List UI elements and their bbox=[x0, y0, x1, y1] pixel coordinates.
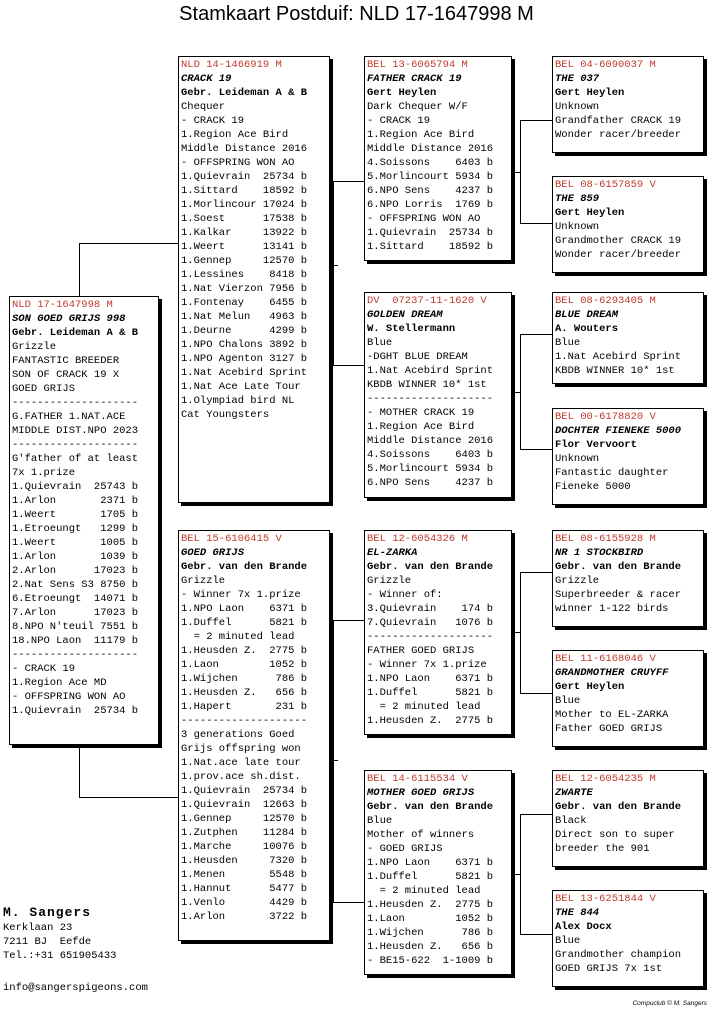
card-detail-line: 1.Weert 13141 b bbox=[181, 241, 308, 253]
ring-number: BEL 14-6115534 V bbox=[367, 773, 468, 785]
ring-number: BEL 13-6065794 M bbox=[367, 59, 468, 71]
card-detail-line: 3 generations Goed bbox=[181, 729, 295, 741]
page-title: Stamkaart Postduif: NLD 17-1647998 M bbox=[179, 3, 534, 25]
card-detail-line: 1.Heusden Z. 2775 b bbox=[181, 645, 308, 657]
pigeon-name: FATHER CRACK 19 bbox=[367, 73, 462, 85]
owner-name: Gert Heylen bbox=[555, 87, 625, 99]
card-detail-line: 1.Nat Ace Late Tour bbox=[181, 381, 301, 393]
pedigree-card-ggp-6[interactable] bbox=[552, 650, 704, 747]
card-detail-line: KBDB WINNER 10* 1st bbox=[367, 379, 487, 391]
card-detail-line: -------------------- bbox=[367, 631, 494, 643]
ring-number: BEL 00-6178820 V bbox=[555, 411, 656, 423]
card-detail-line: 7.Arlon 17023 b bbox=[12, 607, 139, 619]
connector-line bbox=[520, 572, 552, 573]
card-detail-line: 1.Heusden Z. 2775 b bbox=[367, 715, 494, 727]
pedigree-card-dam-sire[interactable] bbox=[364, 530, 512, 735]
connector-line bbox=[79, 746, 80, 797]
card-detail-line: 1.Sittard 18592 b bbox=[367, 241, 494, 253]
card-detail-line: -------------------- bbox=[12, 397, 139, 409]
card-detail-line: - MOTHER CRACK 19 bbox=[367, 407, 475, 419]
owner-name: Gebr. van den Brande bbox=[555, 801, 682, 813]
connector-line bbox=[520, 334, 552, 335]
card-detail-line: Grizzle bbox=[181, 575, 226, 587]
connector-line bbox=[79, 797, 178, 798]
card-detail-line: 1.Region Ace Bird bbox=[367, 129, 475, 141]
card-detail-line: - Winner 7x 1.prize bbox=[367, 659, 487, 671]
card-detail-line: FANTASTIC BREEDER bbox=[12, 355, 120, 367]
card-detail-line: 1.Region Ace MD bbox=[12, 677, 107, 689]
owner-name: W. Stellermann bbox=[367, 323, 456, 335]
card-detail-line: 1.NPO Laon 6371 b bbox=[367, 857, 494, 869]
card-detail-line: Grijs offspring won bbox=[181, 743, 301, 755]
card-detail-line: - BE15-622 1-1009 b bbox=[367, 955, 494, 967]
owner-name: Gebr. Leideman A & B bbox=[181, 87, 308, 99]
pedigree-card-sire-sire[interactable] bbox=[364, 56, 512, 261]
card-detail-line: winner 1-122 birds bbox=[555, 603, 669, 615]
card-detail-line: 1.Region Ace Bird bbox=[367, 421, 475, 433]
ring-number: BEL 11-6168046 V bbox=[555, 653, 656, 665]
card-detail-line: 6.Etroeungt 14071 b bbox=[12, 593, 139, 605]
card-detail-line: 1.Arlon 1039 b bbox=[12, 551, 139, 563]
breeder-address-line: Tel.:+31 651905433 bbox=[3, 950, 117, 962]
pedigree-card-subject[interactable] bbox=[9, 296, 159, 745]
card-detail-line: 1.Wijchen 786 b bbox=[367, 927, 494, 939]
pigeon-name: NR 1 STOCKBIRD bbox=[555, 547, 644, 559]
card-detail-line: 6.NPO Sens 4237 b bbox=[367, 185, 494, 197]
card-detail-line: Grizzle bbox=[12, 341, 57, 353]
card-detail-line: Blue bbox=[367, 337, 393, 349]
card-detail-line: 1.Wijchen 786 b bbox=[181, 673, 308, 685]
owner-name: Gebr. Leideman A & B bbox=[12, 327, 139, 339]
card-detail-line: 1.Heusden Z. 656 b bbox=[367, 941, 494, 953]
card-detail-line: 1.Laon 1052 b bbox=[367, 913, 494, 925]
pedigree-card-dam[interactable] bbox=[178, 530, 330, 941]
card-detail-line: 1.Quievrain 25734 b bbox=[181, 171, 308, 183]
ring-number: NLD 14-1466919 M bbox=[181, 59, 282, 71]
card-detail-line: 1.Sittard 18592 b bbox=[181, 185, 308, 197]
card-detail-line: Middle Distance 2016 bbox=[181, 143, 308, 155]
card-detail-line: 1.Quievrain 25743 b bbox=[12, 481, 139, 493]
card-detail-line: 1.Nat Acebird Sprint bbox=[555, 351, 682, 363]
card-detail-line: 1.NPO Laon 6371 b bbox=[181, 603, 308, 615]
owner-name: A. Wouters bbox=[555, 323, 619, 335]
card-detail-line: - CRACK 19 bbox=[367, 115, 431, 127]
ring-number: BEL 08-6155928 M bbox=[555, 533, 656, 545]
card-detail-line: - GOED GRIJS bbox=[367, 843, 443, 855]
connector-line bbox=[520, 814, 552, 815]
card-detail-line: 1.Lessines 8418 b bbox=[181, 269, 308, 281]
card-detail-line: 1.Marche 10076 b bbox=[181, 841, 308, 853]
connector-line bbox=[333, 902, 364, 903]
card-detail-line: 1.Quievrain 25734 b bbox=[367, 227, 494, 239]
card-detail-line: G'father of at least bbox=[12, 453, 139, 465]
ring-number: NLD 17-1647998 M bbox=[12, 299, 113, 311]
connector-line bbox=[520, 223, 552, 224]
card-detail-line: 1.Quievrain 25734 b bbox=[12, 705, 139, 717]
owner-name: Gert Heylen bbox=[555, 681, 625, 693]
breeder-block bbox=[3, 904, 116, 963]
card-detail-line: 1.prov.ace sh.dist. bbox=[181, 771, 301, 783]
pigeon-name: BLUE DREAM bbox=[555, 309, 619, 321]
pigeon-name: GRANDMOTHER CRUYFF bbox=[555, 667, 669, 679]
card-detail-line: 1.Nat Vierzon 7956 b bbox=[181, 283, 308, 295]
card-detail-line: 1.Zutphen 11284 b bbox=[181, 827, 308, 839]
card-detail-line: - Winner of: bbox=[367, 589, 443, 601]
connector-line bbox=[515, 874, 520, 875]
card-detail-line: 1.Olympiad bird NL bbox=[181, 395, 295, 407]
card-detail-line: = 2 minuted lead bbox=[181, 631, 295, 643]
card-detail-line: SON OF CRACK 19 X bbox=[12, 369, 120, 381]
ring-number: BEL 08-6293405 M bbox=[555, 295, 656, 307]
card-detail-line: 1.NPO Laon 6371 b bbox=[367, 673, 494, 685]
card-detail-line: -------------------- bbox=[12, 439, 139, 451]
card-detail-line: Grizzle bbox=[367, 575, 412, 587]
card-detail-line: 6.NPO Sens 4237 b bbox=[367, 477, 494, 489]
breeder-address-line: 7211 BJ Eefde bbox=[3, 936, 92, 948]
pedigree-card-ggp-1[interactable] bbox=[552, 56, 704, 153]
card-detail-line: FATHER GOED GRIJS bbox=[367, 645, 475, 657]
connector-line bbox=[515, 632, 520, 633]
card-detail-line: 1.Heusden Z. 2775 b bbox=[367, 899, 494, 911]
card-detail-line: 18.NPO Laon 11179 b bbox=[12, 635, 139, 647]
pigeon-name: THE 037 bbox=[555, 73, 600, 85]
card-detail-line: 4.Soissons 6403 b bbox=[367, 157, 494, 169]
breeder-email[interactable]: info@sangerspigeons.com bbox=[3, 982, 148, 994]
connector-line bbox=[520, 934, 552, 935]
card-detail-line: Chequer bbox=[181, 101, 226, 113]
card-detail-line: - CRACK 19 bbox=[12, 663, 76, 675]
connector-line bbox=[520, 120, 521, 223]
card-detail-line: Unknown bbox=[555, 221, 600, 233]
card-detail-line: 1.Weert 1005 b bbox=[12, 537, 139, 549]
connector-line bbox=[520, 814, 521, 934]
card-detail-line: Blue bbox=[367, 815, 393, 827]
card-detail-line: Grandmother CRACK 19 bbox=[555, 235, 682, 247]
connector-line bbox=[333, 620, 364, 621]
pedigree-card-sire[interactable] bbox=[178, 56, 330, 503]
card-detail-line: 1.Nat Acebird Sprint bbox=[181, 367, 308, 379]
card-detail-line: Blue bbox=[555, 935, 581, 947]
pigeon-name: EL-ZARKA bbox=[367, 547, 418, 559]
owner-name: Gebr. van den Brande bbox=[555, 561, 682, 573]
ring-number: BEL 12-6054235 M bbox=[555, 773, 656, 785]
card-detail-line: 1.Region Ace Bird bbox=[181, 129, 289, 141]
card-detail-line: 1.Kalkar 13922 b bbox=[181, 227, 308, 239]
connector-line bbox=[333, 365, 364, 366]
card-detail-line: Unknown bbox=[555, 101, 600, 113]
card-detail-line: 6.NPO Lorris 1769 b bbox=[367, 199, 494, 211]
card-detail-line: = 2 minuted lead bbox=[367, 701, 481, 713]
card-detail-line: 1.Duffel 5821 b bbox=[367, 687, 494, 699]
card-detail-line: -DGHT BLUE DREAM bbox=[367, 351, 468, 363]
card-detail-line: -------------------- bbox=[367, 393, 494, 405]
card-detail-line: 2.Nat Sens S3 8750 b bbox=[12, 579, 139, 591]
card-detail-line: 8.NPO N'teuil 7551 b bbox=[12, 621, 139, 633]
card-detail-line: Wonder racer/breeder bbox=[555, 249, 682, 261]
card-detail-line: GOED GRIJS bbox=[12, 383, 76, 395]
pigeon-name: SON GOED GRIJS 998 bbox=[12, 313, 126, 325]
card-detail-line: 1.Nat.ace late tour bbox=[181, 757, 301, 769]
connector-line bbox=[520, 334, 521, 449]
card-detail-line: Cat Youngsters bbox=[181, 409, 270, 421]
card-detail-line: 1.Nat Acebird Sprint bbox=[367, 365, 494, 377]
card-detail-line: Middle Distance 2016 bbox=[367, 143, 494, 155]
pigeon-name: ZWARTE bbox=[555, 787, 593, 799]
card-detail-line: 1.NPO Agenton 3127 b bbox=[181, 353, 308, 365]
card-detail-line: - OFFSPRING WON AO bbox=[12, 691, 126, 703]
card-detail-line: 1.Fontenay 6455 b bbox=[181, 297, 308, 309]
connector-line bbox=[79, 243, 178, 244]
card-detail-line: 1.Menen 5548 b bbox=[181, 869, 308, 881]
owner-name: Gebr. van den Brande bbox=[367, 801, 494, 813]
pedigree-card-dam-dam[interactable] bbox=[364, 770, 512, 975]
card-detail-line: - Winner 7x 1.prize bbox=[181, 589, 301, 601]
card-detail-line: 1.Gennep 12570 b bbox=[181, 813, 308, 825]
connector-line bbox=[333, 181, 334, 365]
card-detail-line: = 2 minuted lead bbox=[367, 885, 481, 897]
card-detail-line: G.FATHER 1.NAT.ACE bbox=[12, 411, 126, 423]
pigeon-name: DOCHTER FIENEKE 5000 bbox=[555, 425, 682, 437]
card-detail-line: 1.Heusden 7320 b bbox=[181, 855, 308, 867]
card-detail-line: 1.Deurne 4299 b bbox=[181, 325, 308, 337]
card-detail-line: Mother of winners bbox=[367, 829, 475, 841]
card-detail-line: 1.Quievrain 12663 b bbox=[181, 799, 308, 811]
card-detail-line: Blue bbox=[555, 695, 581, 707]
connector-line bbox=[520, 120, 552, 121]
card-detail-line: 7x 1.prize bbox=[12, 467, 76, 479]
card-detail-line: Middle Distance 2016 bbox=[367, 435, 494, 447]
card-detail-line: GOED GRIJS 7x 1st bbox=[555, 963, 663, 975]
card-detail-line: -------------------- bbox=[12, 649, 139, 661]
connector-line bbox=[79, 243, 80, 296]
card-detail-line: 1.Morlincour 17024 b bbox=[181, 199, 308, 211]
connector-line bbox=[520, 572, 521, 693]
connector-line bbox=[333, 181, 364, 182]
card-detail-line: breeder the 901 bbox=[555, 843, 650, 855]
connector-line bbox=[333, 760, 338, 761]
card-detail-line: Grandfather CRACK 19 bbox=[555, 115, 682, 127]
owner-name: Gebr. van den Brande bbox=[367, 561, 494, 573]
pedigree-card-ggp-5[interactable] bbox=[552, 530, 704, 627]
card-detail-line: -------------------- bbox=[181, 715, 308, 727]
pedigree-card-ggp-7[interactable] bbox=[552, 770, 704, 867]
owner-name: Alex Docx bbox=[555, 921, 612, 933]
card-detail-line: 1.Duffel 5821 b bbox=[367, 871, 494, 883]
connector-line bbox=[515, 172, 520, 173]
ring-number: BEL 15-6106415 V bbox=[181, 533, 282, 545]
card-detail-line: Blue bbox=[555, 337, 581, 349]
connector-line bbox=[333, 620, 334, 902]
card-detail-line: 5.Morlincourt 5934 b bbox=[367, 171, 494, 183]
ring-number: BEL 08-6157859 V bbox=[555, 179, 656, 191]
card-detail-line: 1.Laon 1052 b bbox=[181, 659, 308, 671]
card-detail-line: 1.NPO Chalons 3892 b bbox=[181, 339, 308, 351]
card-detail-line: 1.Etroeungt 1299 b bbox=[12, 523, 139, 535]
ring-number: DV 07237-11-1620 V bbox=[367, 295, 487, 307]
card-detail-line: Father GOED GRIJS bbox=[555, 723, 663, 735]
card-detail-line: KBDB WINNER 10* 1st bbox=[555, 365, 675, 377]
card-detail-line: 4.Soissons 6403 b bbox=[367, 449, 494, 461]
card-detail-line: MIDDLE DIST.NPO 2023 bbox=[12, 425, 139, 437]
card-detail-line: Fantastic daughter bbox=[555, 467, 669, 479]
pigeon-name: MOTHER GOED GRIJS bbox=[367, 787, 475, 799]
pigeon-name: GOLDEN DREAM bbox=[367, 309, 443, 321]
card-detail-line: - OFFSPRING WON AO bbox=[367, 213, 481, 225]
owner-name: Gert Heylen bbox=[555, 207, 625, 219]
ring-number: BEL 04-6090037 M bbox=[555, 59, 656, 71]
card-detail-line: 1.Duffel 5821 b bbox=[181, 617, 308, 629]
card-detail-line: - OFFSPRING WON AO bbox=[181, 157, 295, 169]
card-detail-line: 1.Hannut 5477 b bbox=[181, 883, 308, 895]
card-detail-line: Mother to EL-ZARKA bbox=[555, 709, 669, 721]
card-detail-line: Grandmother champion bbox=[555, 949, 682, 961]
pedigree-card-ggp-8[interactable] bbox=[552, 890, 704, 987]
card-detail-line: 1.Weert 1705 b bbox=[12, 509, 139, 521]
pigeon-name: THE 859 bbox=[555, 193, 600, 205]
card-detail-line: Grizzle bbox=[555, 575, 600, 587]
card-detail-line: Fieneke 5000 bbox=[555, 481, 631, 493]
ring-number: BEL 12-6054326 M bbox=[367, 533, 468, 545]
connector-line bbox=[520, 449, 552, 450]
card-detail-line: 2.Arlon 17023 b bbox=[12, 565, 139, 577]
card-detail-line: 7.Quievrain 1076 b bbox=[367, 617, 494, 629]
pedigree-card-sire-dam[interactable] bbox=[364, 292, 512, 498]
card-detail-line: 1.Hapert 231 b bbox=[181, 701, 308, 713]
card-detail-line: Unknown bbox=[555, 453, 600, 465]
card-detail-line: 1.Heusden Z. 656 b bbox=[181, 687, 308, 699]
pedigree-card-ggp-4[interactable] bbox=[552, 408, 704, 505]
card-detail-line: Dark Chequer W/F bbox=[367, 101, 468, 113]
card-detail-line: Direct son to super bbox=[555, 829, 675, 841]
connector-line bbox=[520, 693, 552, 694]
breeder-address-line: Kerklaan 23 bbox=[3, 922, 73, 934]
pigeon-name: CRACK 19 bbox=[181, 73, 232, 85]
footer-credit: Compuclub © M. Sangers bbox=[632, 1000, 707, 1007]
card-detail-line: 3.Quievrain 174 b bbox=[367, 603, 494, 615]
card-detail-line: 1.Soest 17538 b bbox=[181, 213, 308, 225]
card-detail-line: 5.Morlincourt 5934 b bbox=[367, 463, 494, 475]
owner-name: Gert Heylen bbox=[367, 87, 437, 99]
owner-name: Flor Vervoort bbox=[555, 439, 637, 451]
ring-number: BEL 13-6251844 V bbox=[555, 893, 656, 905]
pedigree-card-ggp-2[interactable] bbox=[552, 176, 704, 273]
card-detail-line: - CRACK 19 bbox=[181, 115, 245, 127]
card-detail-line: 1.Arlon 3722 b bbox=[181, 911, 308, 923]
card-detail-line: Wonder racer/breeder bbox=[555, 129, 682, 141]
connector-line bbox=[333, 265, 338, 266]
pigeon-name: THE 844 bbox=[555, 907, 600, 919]
card-detail-line: 1.Arlon 2371 b bbox=[12, 495, 139, 507]
card-detail-line: Black bbox=[555, 815, 587, 827]
card-detail-line: 1.Nat Melun 4963 b bbox=[181, 311, 308, 323]
breeder-name: M. Sangers bbox=[3, 905, 92, 920]
card-detail-line: 1.Quievrain 25734 b bbox=[181, 785, 308, 797]
pigeon-name: GOED GRIJS bbox=[181, 547, 245, 559]
card-detail-line: Superbreeder & racer bbox=[555, 589, 682, 601]
owner-name: Gebr. van den Brande bbox=[181, 561, 308, 573]
pedigree-card-ggp-3[interactable] bbox=[552, 292, 704, 384]
card-detail-line: 1.Gennep 12570 b bbox=[181, 255, 308, 267]
card-detail-line: 1.Venlo 4429 b bbox=[181, 897, 308, 909]
connector-line bbox=[515, 392, 520, 393]
